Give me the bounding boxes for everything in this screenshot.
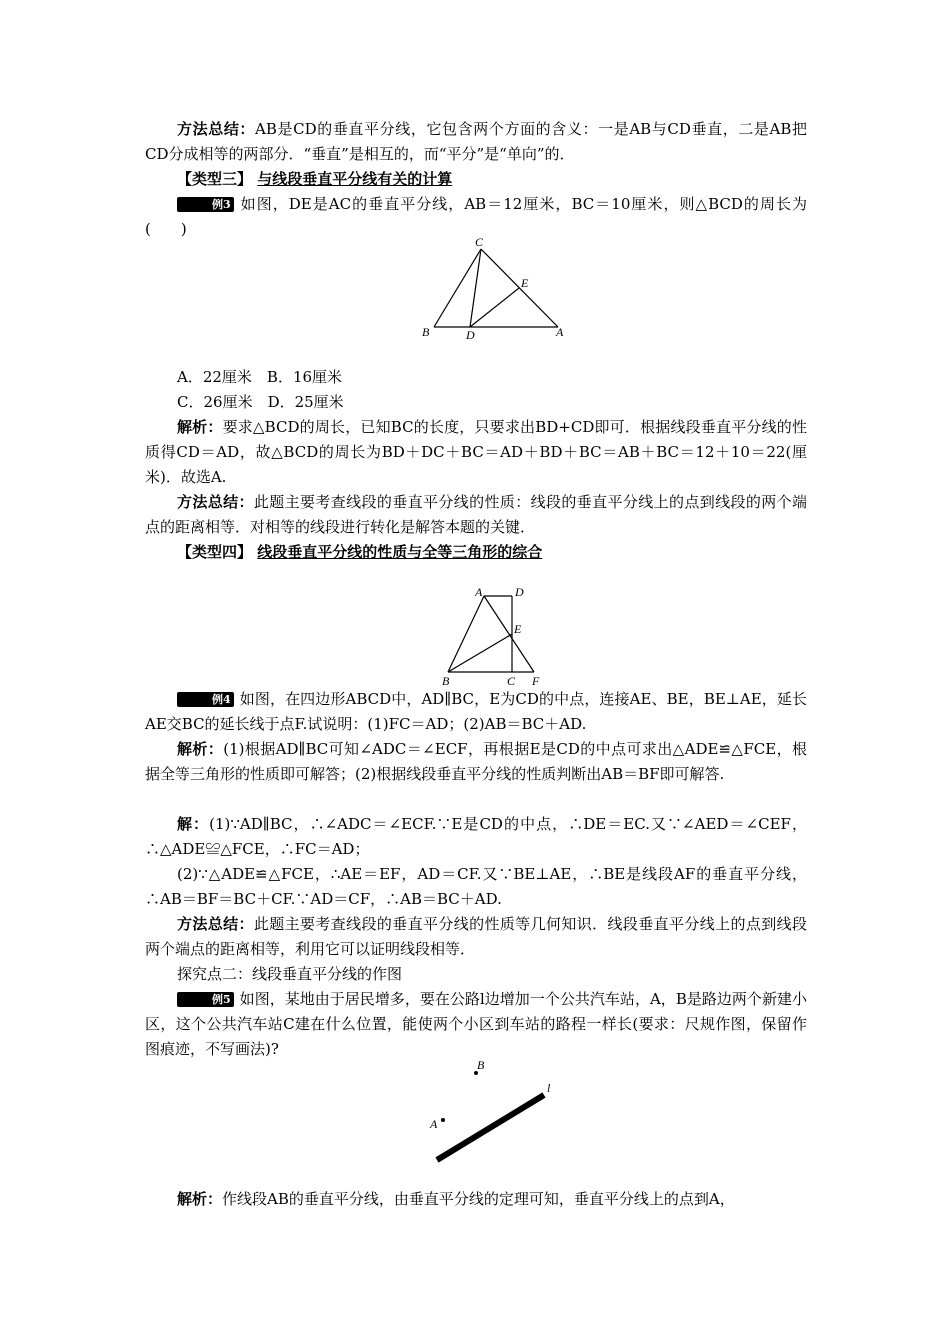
fig4-label-b: B (442, 674, 450, 688)
type3-heading (177, 167, 452, 192)
fig4-label-d: D (515, 585, 524, 599)
fig5-road-l (437, 1095, 544, 1160)
fig5-point-a (441, 1118, 445, 1122)
fig3-label-b: B (422, 325, 430, 339)
example5-tag: 例5 (177, 992, 234, 1007)
example3-analysis-text: 要求△BCD的周长，已知BC的长度，只要求出BD+CD即可．根据线段垂直平分线的性质得CD＝AD，故△BCD的周长为BD＋DC＋BC＝AD＋BD＋BC＝AB＋BC＝12＋10＝22(厘米)．故选A. (145, 418, 807, 486)
example3-options-ab: A．22厘米 B．16厘米 (177, 368, 343, 386)
fig3-line-ca (481, 249, 558, 327)
example3-summary (145, 490, 807, 540)
figure-triangle-bcd (420, 232, 570, 347)
example5-analysis (145, 1187, 807, 1212)
example3-summary-label: 方法总结： (177, 493, 254, 511)
fig3-label-e: E (521, 276, 529, 290)
figure-road-points (425, 1055, 565, 1165)
example3-analysis-label: 解析： (177, 418, 223, 436)
type4-bracket: 【类型四】 (177, 543, 253, 561)
fig4-line-ab (448, 596, 484, 672)
fig3-label-c: C (475, 235, 484, 249)
fig5-label-a: A (430, 1117, 438, 1131)
example5-text: 如图，某地由于居民增多，要在公路l边增加一个公共汽车站，A，B是路边两个新建小区，这个公共汽车站C建在什么位置，能使两个小区到车站的路程一样长(要求：尺规作图，保留作图痕迹，不写画法)? (145, 990, 807, 1058)
example4-analysis-text: (1)根据AD∥BC可知∠ADC＝∠ECF，再根据E是CD的中点可求出△ADE≌△FCE，根据全等三角形的性质即可解答；(2)根据线段垂直平分线的性质判断出AB＝BF即可解答. (145, 740, 807, 783)
fig4-line-af (484, 596, 534, 672)
example3-text: 如图，DE是AC的垂直平分线，AB＝12厘米，BC＝10厘米，则△BCD的周长为( ) (145, 195, 807, 238)
type3-title: 与线段垂直平分线有关的计算 (257, 170, 453, 188)
example3-analysis (145, 415, 807, 490)
example4-solution-2-text: (2)∵△ADE≌△FCE，∴AE＝EF，AD＝CF.又∵BE⊥AE，∴BE是线段AF的垂直平分线，∴AB＝BF＝BC＋CF.∵AD＝CF，∴AB＝BC＋AD. (145, 865, 807, 908)
example4-question (145, 687, 807, 737)
example4-summary-text: 此题主要考查线段的垂直平分线的性质等几何知识．线段垂直平分线上的点到线段两个端点的距离相等，利用它可以证明线段相等． (145, 915, 807, 958)
example4-summary-label: 方法总结： (177, 915, 254, 933)
example5-analysis-text: 作线段AB的垂直平分线，由垂直平分线的定理可知，垂直平分线上的点到A， (222, 1190, 735, 1208)
example5-analysis-label: 解析： (177, 1190, 223, 1208)
fig4-label-e: E (514, 622, 522, 636)
fig3-line-cd (470, 249, 481, 327)
fig4-label-a: A (475, 585, 483, 599)
method-summary-label: 方法总结： (177, 120, 256, 138)
fig3-line-de (470, 288, 519, 327)
example4-solution-label: 解： (177, 815, 210, 833)
fig4-label-f: F (532, 674, 540, 688)
example3-options-cd: C．26厘米 D．25厘米 (177, 393, 344, 411)
fig4-label-c: C (507, 674, 516, 688)
figure-quadrilateral-abcd (438, 583, 548, 688)
type4-title: 线段垂直平分线的性质与全等三角形的综合 (257, 543, 543, 561)
method-summary-1 (145, 117, 807, 167)
example3-summary-text: 此题主要考查线段的垂直平分线的性质：线段的垂直平分线上的点到线段的两个端点的距离相等．对相等的线段进行转化是解答本题的关键． (145, 493, 807, 536)
fig3-line-bc (434, 249, 481, 327)
example4-solution-1 (145, 812, 807, 862)
section-point2-title: 探究点二：线段垂直平分线的作图 (177, 965, 403, 983)
example5-question (145, 987, 807, 1062)
example4-analysis-label: 解析： (177, 740, 224, 758)
type3-bracket: 【类型三】 (177, 170, 253, 188)
example4-analysis (145, 737, 807, 787)
type4-heading (177, 540, 542, 565)
fig5-label-l: l (547, 1081, 551, 1095)
fig3-label-d: D (466, 328, 475, 342)
example4-text: 如图，在四边形ABCD中，AD∥BC，E为CD的中点，连接AE、BE，BE⊥AE，延长AE交BC的延长线于点F.试说明：(1)FC＝AD；(2)AB＝BC＋AD. (145, 690, 807, 733)
example4-solution-1-text: (1)∵AD∥BC，∴∠ADC＝∠ECF.∵E是CD的中点，∴DE＝EC.又∵∠AED＝∠CEF，∴△ADE≌△FCE，∴FC＝AD； (145, 815, 807, 858)
fig3-label-a: A (556, 325, 564, 339)
example4-tag: 例4 (177, 692, 234, 707)
fig5-label-b: B (477, 1058, 485, 1072)
example4-summary (145, 912, 807, 962)
method-summary-text: AB是CD的垂直平分线，它包含两个方面的含义：一是AB与CD垂直，二是AB把CD分成相等的两部分．“垂直”是相互的，而“平分”是“单向”的． (145, 120, 807, 163)
example4-solution-2 (145, 862, 807, 912)
example3-tag: 例3 (177, 197, 234, 212)
